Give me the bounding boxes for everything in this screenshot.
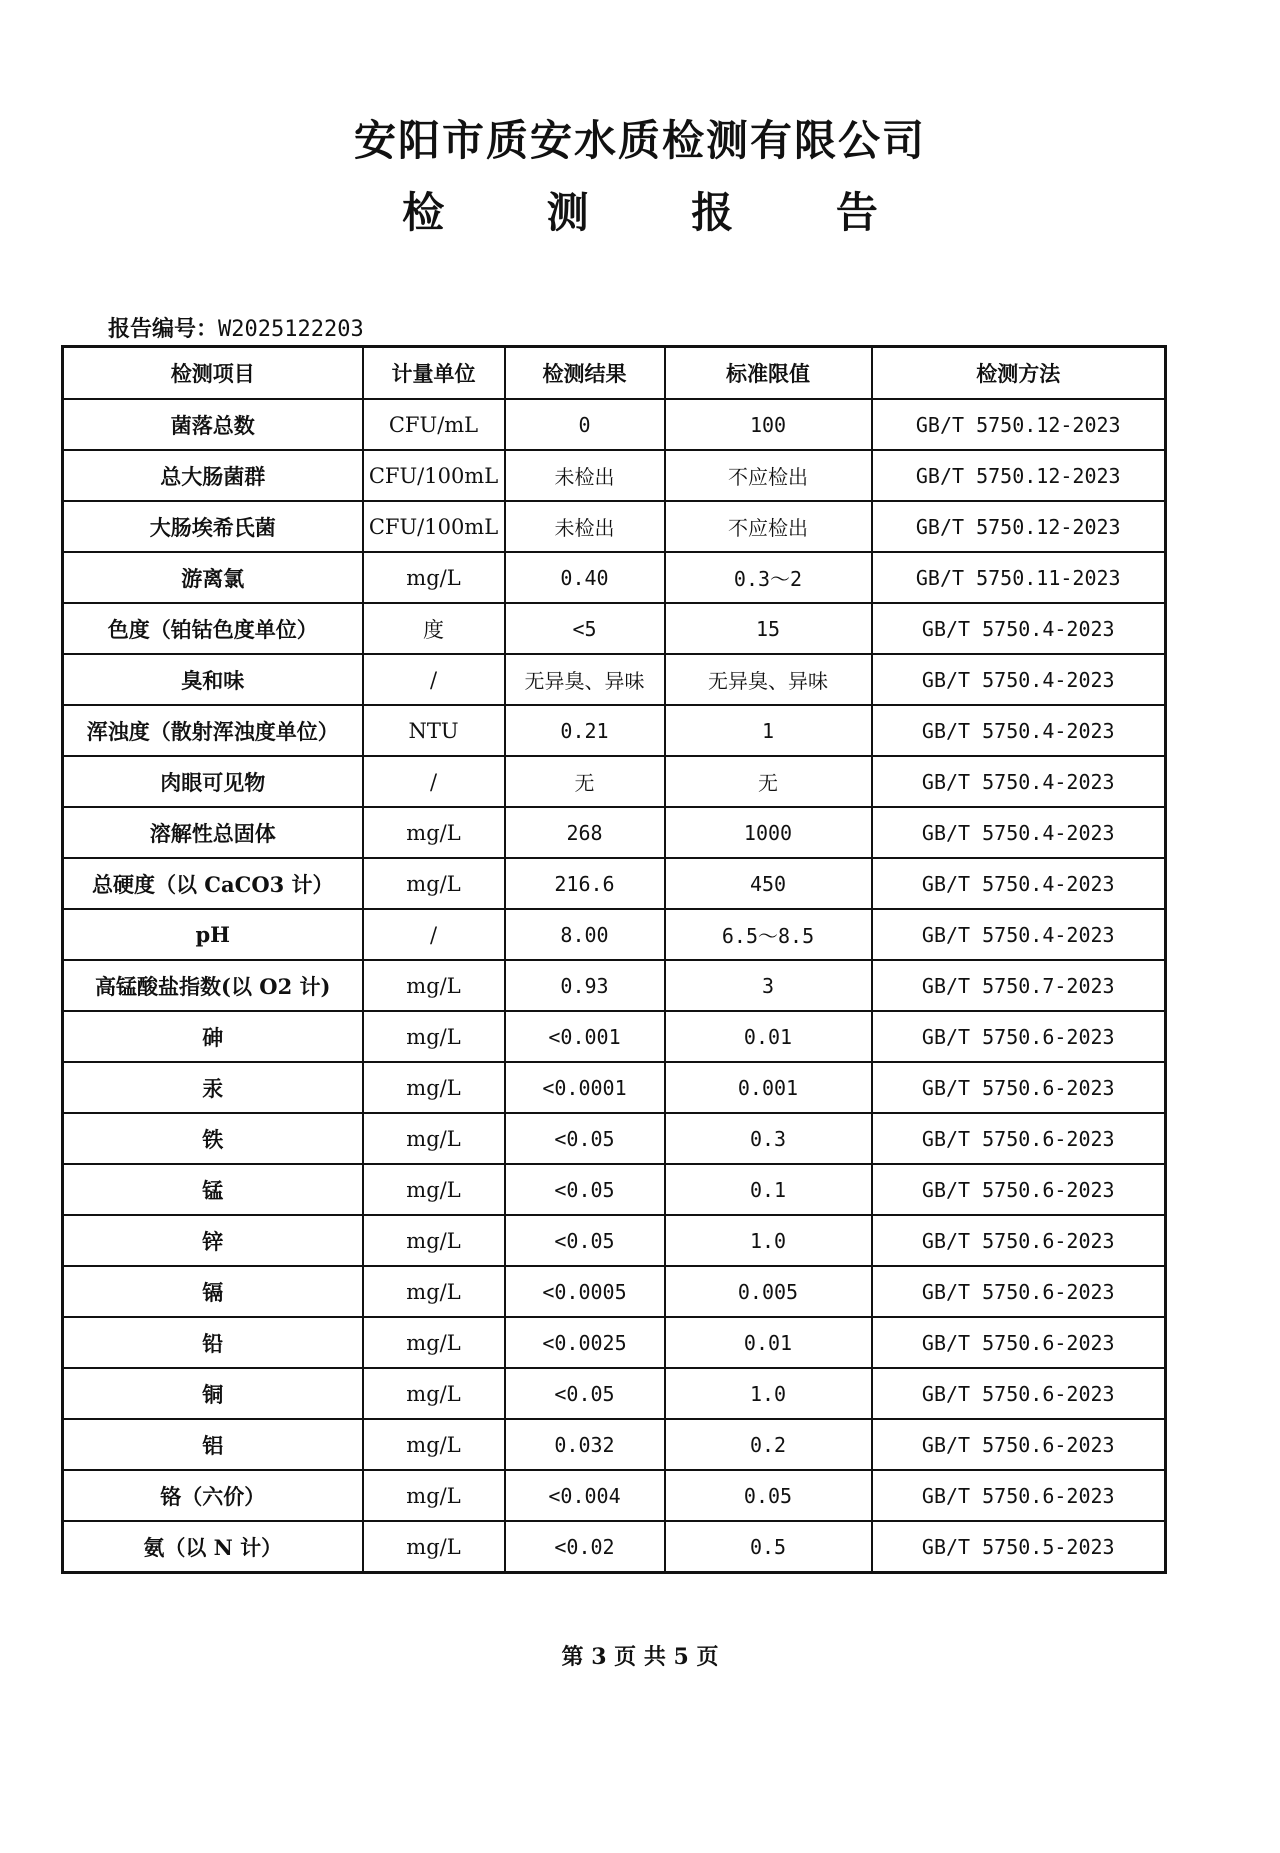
- cell-item: 总硬度（以 CaCO3 计）: [63, 858, 363, 909]
- cell-result: 无: [505, 756, 665, 807]
- cell-item: 铬（六价）: [63, 1470, 363, 1521]
- cell-item: 高锰酸盐指数(以 O2 计): [63, 960, 363, 1011]
- cell-item: 溶解性总固体: [63, 807, 363, 858]
- cell-limit: 6.5～8.5: [665, 909, 872, 960]
- cell-item: 肉眼可见物: [63, 756, 363, 807]
- table-row: [63, 501, 1166, 552]
- cell-limit: 不应检出: [665, 501, 872, 552]
- cell-limit: 1000: [665, 807, 872, 858]
- cell-item: 臭和味: [63, 654, 363, 705]
- cell-result: 未检出: [505, 450, 665, 501]
- cell-method: GB/T 5750.6-2023: [872, 1062, 1166, 1113]
- cell-limit: 1.0: [665, 1368, 872, 1419]
- cell-limit: 0.2: [665, 1419, 872, 1470]
- cell-method: GB/T 5750.6-2023: [872, 1419, 1166, 1470]
- cell-item: pH: [63, 909, 363, 960]
- cell-result: <0.0025: [505, 1317, 665, 1368]
- cell-unit: mg/L: [363, 807, 505, 858]
- cell-unit: mg/L: [363, 1317, 505, 1368]
- column-header-limit: 标准限值: [665, 347, 872, 400]
- table-row: [63, 807, 1166, 858]
- cell-limit: 0.3: [665, 1113, 872, 1164]
- cell-item: 锌: [63, 1215, 363, 1266]
- cell-result: 8.00: [505, 909, 665, 960]
- cell-method: GB/T 5750.7-2023: [872, 960, 1166, 1011]
- page-number: 第 3 页 共 5 页: [561, 1644, 719, 1670]
- table-row: [63, 1011, 1166, 1062]
- cell-result: <0.05: [505, 1368, 665, 1419]
- cell-item: 锰: [63, 1164, 363, 1215]
- cell-method: GB/T 5750.6-2023: [872, 1368, 1166, 1419]
- cell-method: GB/T 5750.6-2023: [872, 1113, 1166, 1164]
- cell-item: 铁: [63, 1113, 363, 1164]
- cell-unit: mg/L: [363, 1470, 505, 1521]
- table-row: [63, 1368, 1166, 1419]
- table-body: [63, 399, 1166, 1573]
- report-number: [108, 312, 364, 343]
- cell-unit: CFU/100mL: [363, 501, 505, 552]
- cell-item: 菌落总数: [63, 399, 363, 450]
- cell-method: GB/T 5750.6-2023: [872, 1215, 1166, 1266]
- table-row: [63, 399, 1166, 450]
- cell-result: 268: [505, 807, 665, 858]
- cell-unit: mg/L: [363, 1113, 505, 1164]
- table-row: [63, 960, 1166, 1011]
- cell-item: 镉: [63, 1266, 363, 1317]
- cell-limit: 0.5: [665, 1521, 872, 1573]
- cell-result: <5: [505, 603, 665, 654]
- cell-method: GB/T 5750.4-2023: [872, 756, 1166, 807]
- column-header-item: 检测项目: [63, 347, 363, 400]
- cell-method: GB/T 5750.4-2023: [872, 858, 1166, 909]
- cell-result: <0.0001: [505, 1062, 665, 1113]
- cell-result: <0.05: [505, 1164, 665, 1215]
- cell-result: <0.05: [505, 1113, 665, 1164]
- column-header-method: 检测方法: [872, 347, 1166, 400]
- cell-result: 0.21: [505, 705, 665, 756]
- table-row: [63, 1164, 1166, 1215]
- cell-method: GB/T 5750.5-2023: [872, 1521, 1166, 1573]
- cell-result: <0.02: [505, 1521, 665, 1573]
- cell-item: 总大肠菌群: [63, 450, 363, 501]
- cell-limit: 1.0: [665, 1215, 872, 1266]
- table-row: [63, 1062, 1166, 1113]
- cell-result: 0.93: [505, 960, 665, 1011]
- cell-limit: 0.001: [665, 1062, 872, 1113]
- cell-unit: mg/L: [363, 1419, 505, 1470]
- cell-method: GB/T 5750.12-2023: [872, 399, 1166, 450]
- cell-result: 0.40: [505, 552, 665, 603]
- cell-method: GB/T 5750.12-2023: [872, 501, 1166, 552]
- cell-method: GB/T 5750.4-2023: [872, 705, 1166, 756]
- report-title: 检 测 报 告: [402, 188, 922, 237]
- cell-limit: 3: [665, 960, 872, 1011]
- cell-item: 砷: [63, 1011, 363, 1062]
- cell-item: 铅: [63, 1317, 363, 1368]
- company-name: 安阳市质安水质检测有限公司: [353, 116, 926, 165]
- cell-limit: 0.005: [665, 1266, 872, 1317]
- cell-item: 色度（铂钴色度单位）: [63, 603, 363, 654]
- report-number-value: W2025122203: [218, 317, 364, 342]
- cell-item: 游离氯: [63, 552, 363, 603]
- cell-result: <0.05: [505, 1215, 665, 1266]
- cell-result: 未检出: [505, 501, 665, 552]
- table-row: [63, 1470, 1166, 1521]
- cell-limit: 0.05: [665, 1470, 872, 1521]
- cell-result: <0.004: [505, 1470, 665, 1521]
- cell-limit: 0.01: [665, 1317, 872, 1368]
- cell-unit: mg/L: [363, 1062, 505, 1113]
- cell-limit: 0.01: [665, 1011, 872, 1062]
- table-row: [63, 1317, 1166, 1368]
- cell-unit: mg/L: [363, 1368, 505, 1419]
- cell-item: 铝: [63, 1419, 363, 1470]
- cell-limit: 450: [665, 858, 872, 909]
- table-row: [63, 1113, 1166, 1164]
- cell-item: 汞: [63, 1062, 363, 1113]
- cell-method: GB/T 5750.4-2023: [872, 909, 1166, 960]
- table-row: [63, 1266, 1166, 1317]
- cell-limit: 15: [665, 603, 872, 654]
- cell-method: GB/T 5750.12-2023: [872, 450, 1166, 501]
- cell-result: 0: [505, 399, 665, 450]
- report-number-label: 报告编号：: [108, 316, 219, 342]
- cell-limit: 0.3～2: [665, 552, 872, 603]
- cell-item: 大肠埃希氏菌: [63, 501, 363, 552]
- cell-limit: 不应检出: [665, 450, 872, 501]
- table-row: [63, 1419, 1166, 1470]
- cell-method: GB/T 5750.6-2023: [872, 1266, 1166, 1317]
- cell-method: GB/T 5750.11-2023: [872, 552, 1166, 603]
- results-table: [61, 345, 1167, 1574]
- cell-result: 216.6: [505, 858, 665, 909]
- table-row: [63, 1521, 1166, 1573]
- cell-unit: mg/L: [363, 1011, 505, 1062]
- table-row: [63, 552, 1166, 603]
- cell-unit: /: [363, 756, 505, 807]
- cell-method: GB/T 5750.6-2023: [872, 1317, 1166, 1368]
- cell-limit: 无: [665, 756, 872, 807]
- cell-item: 铜: [63, 1368, 363, 1419]
- cell-method: GB/T 5750.4-2023: [872, 603, 1166, 654]
- cell-result: <0.0005: [505, 1266, 665, 1317]
- column-header-result: 检测结果: [505, 347, 665, 400]
- cell-item: 氨（以 N 计）: [63, 1521, 363, 1573]
- cell-unit: mg/L: [363, 1521, 505, 1573]
- cell-limit: 无异臭、异味: [665, 654, 872, 705]
- cell-limit: 1: [665, 705, 872, 756]
- table-row: [63, 756, 1166, 807]
- cell-limit: 0.1: [665, 1164, 872, 1215]
- cell-result: <0.001: [505, 1011, 665, 1062]
- table-row: [63, 705, 1166, 756]
- table-row: [63, 603, 1166, 654]
- cell-method: GB/T 5750.4-2023: [872, 807, 1166, 858]
- cell-unit: /: [363, 654, 505, 705]
- cell-unit: mg/L: [363, 858, 505, 909]
- cell-unit: mg/L: [363, 960, 505, 1011]
- cell-unit: mg/L: [363, 552, 505, 603]
- cell-method: GB/T 5750.6-2023: [872, 1164, 1166, 1215]
- cell-method: GB/T 5750.4-2023: [872, 654, 1166, 705]
- cell-limit: 100: [665, 399, 872, 450]
- cell-unit: /: [363, 909, 505, 960]
- cell-result: 0.032: [505, 1419, 665, 1470]
- cell-unit: 度: [363, 603, 505, 654]
- table-header-row: [63, 347, 1166, 400]
- cell-unit: CFU/mL: [363, 399, 505, 450]
- cell-result: 无异臭、异味: [505, 654, 665, 705]
- table-row: [63, 450, 1166, 501]
- cell-item: 浑浊度（散射浑浊度单位）: [63, 705, 363, 756]
- table-row: [63, 909, 1166, 960]
- table-row: [63, 858, 1166, 909]
- table-row: [63, 1215, 1166, 1266]
- column-header-unit: 计量单位: [363, 347, 505, 400]
- table-row: [63, 654, 1166, 705]
- cell-unit: NTU: [363, 705, 505, 756]
- cell-method: GB/T 5750.6-2023: [872, 1470, 1166, 1521]
- cell-unit: mg/L: [363, 1164, 505, 1215]
- cell-unit: CFU/100mL: [363, 450, 505, 501]
- cell-method: GB/T 5750.6-2023: [872, 1011, 1166, 1062]
- cell-unit: mg/L: [363, 1215, 505, 1266]
- cell-unit: mg/L: [363, 1266, 505, 1317]
